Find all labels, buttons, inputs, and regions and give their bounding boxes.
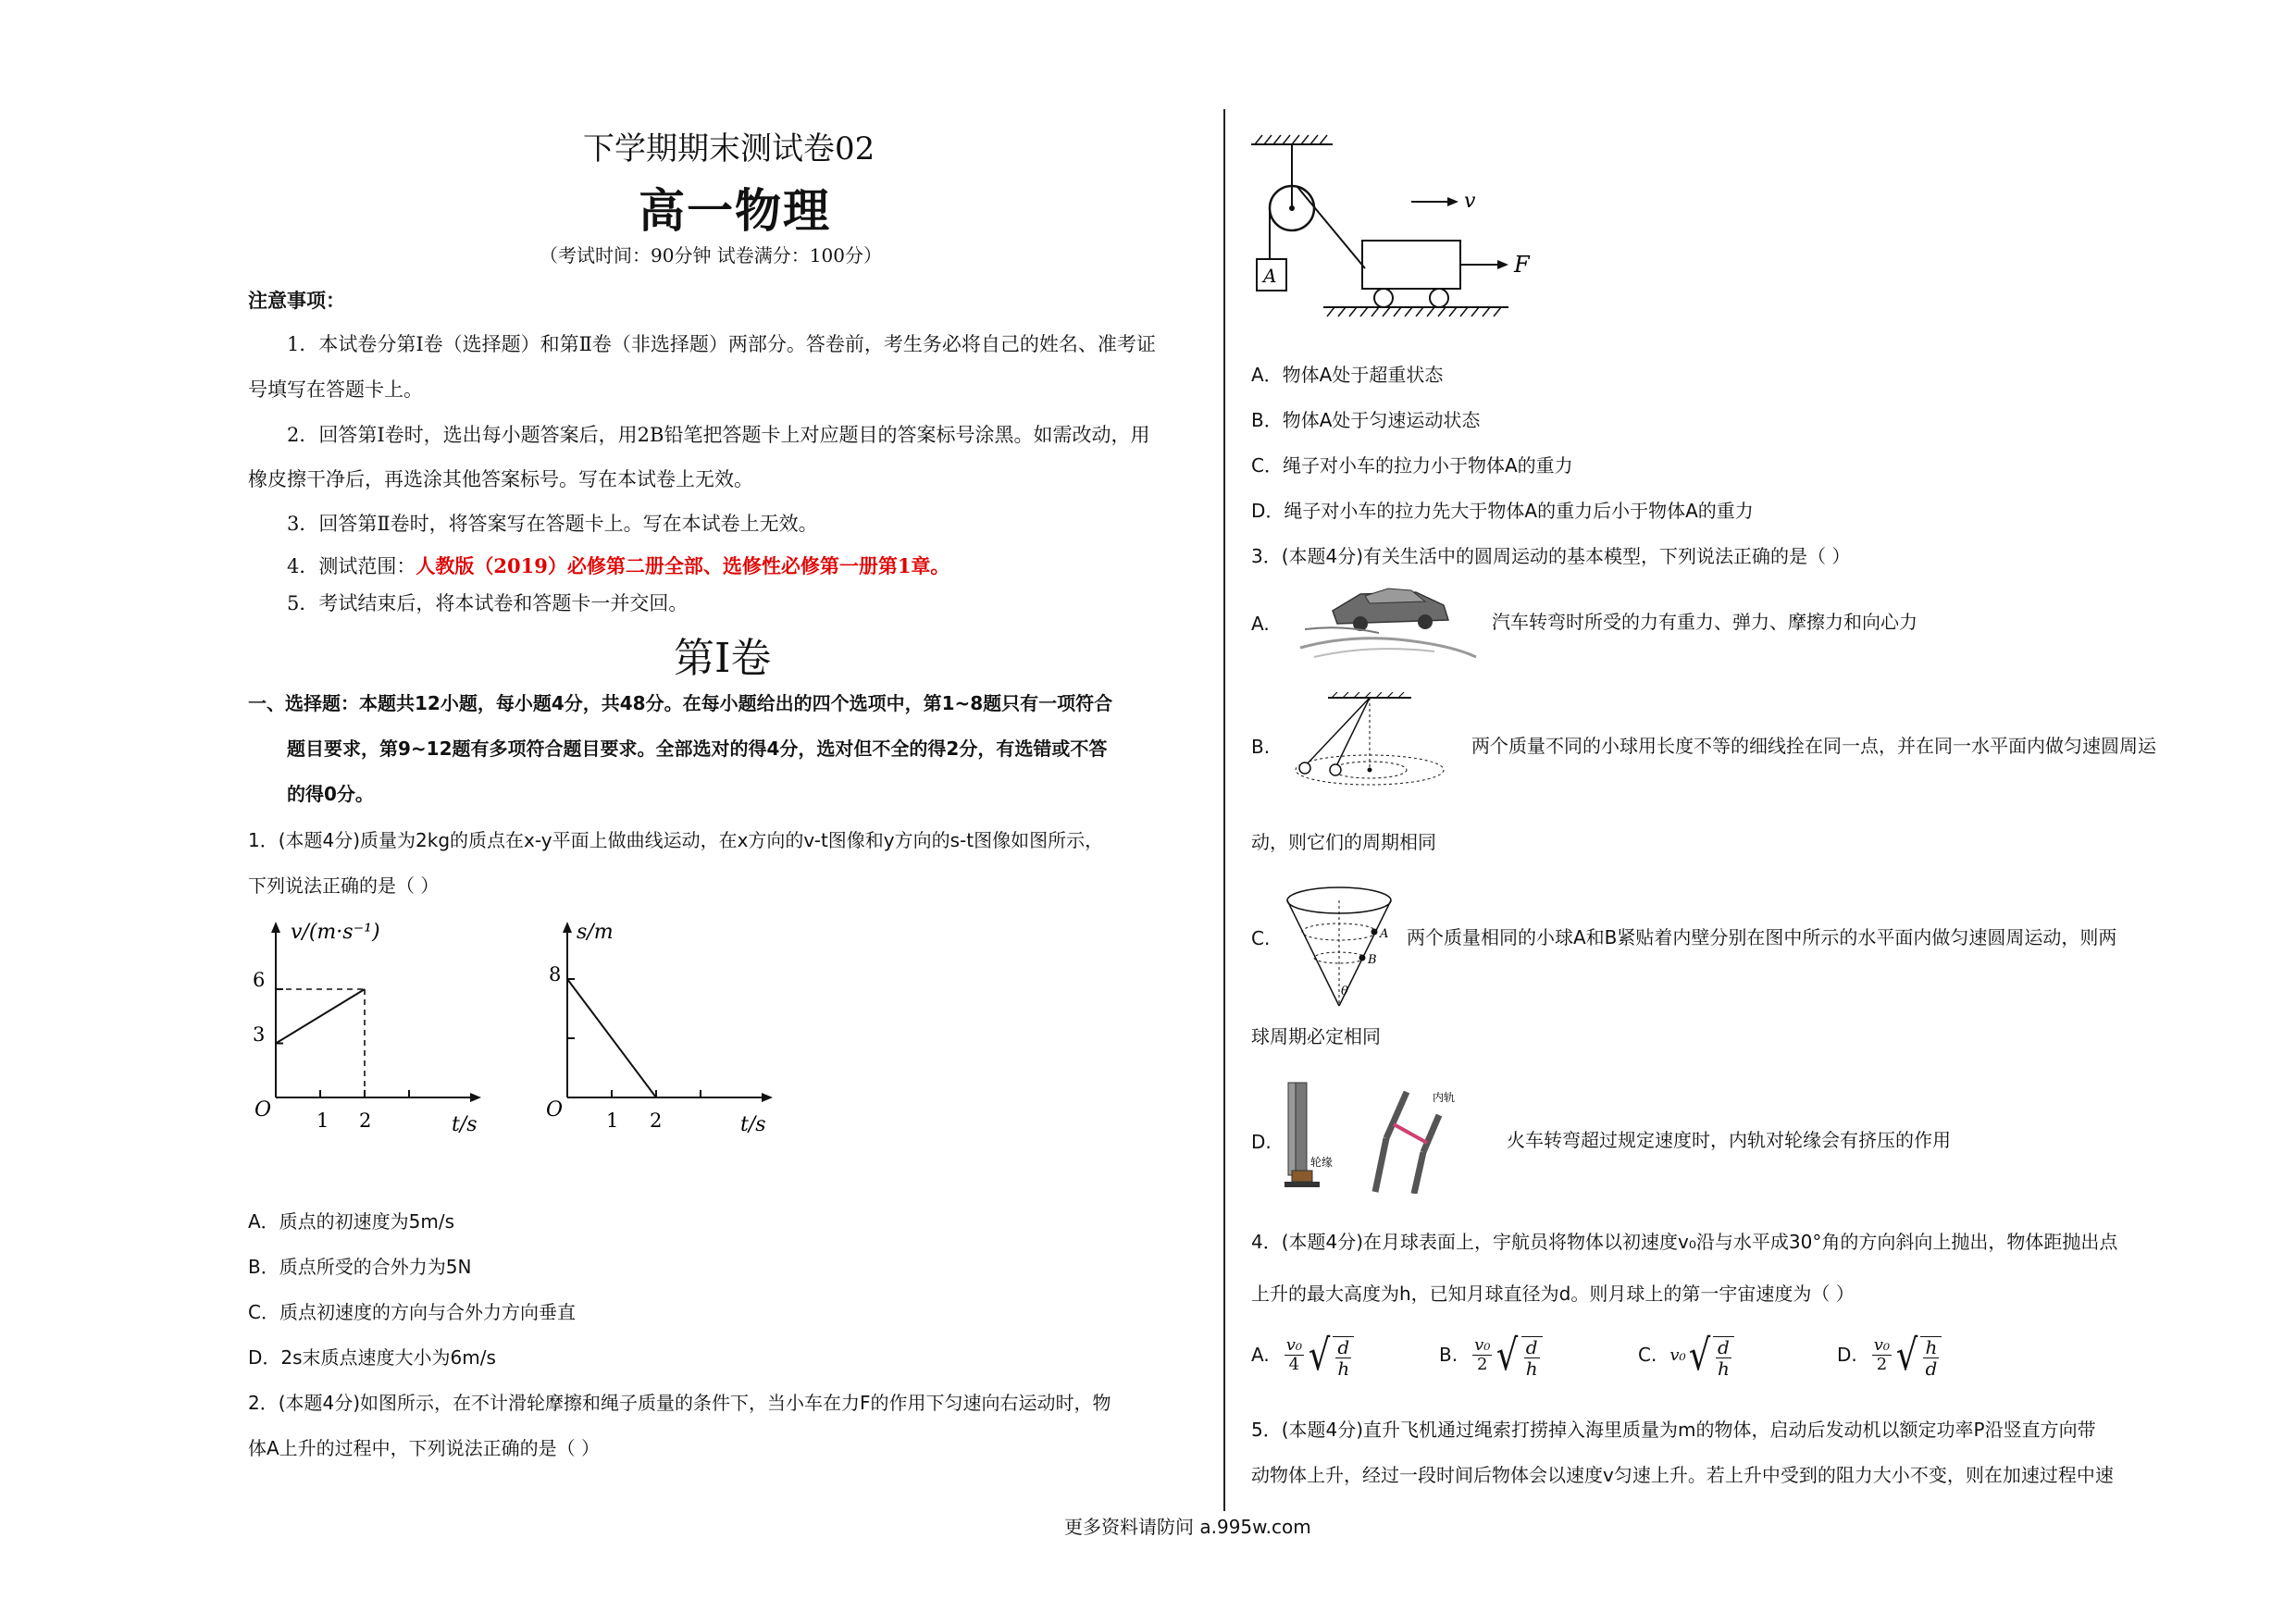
q3-stem: 3．(本题4分)有关生活中的圆周运动的基本模型，下列说法正确的是（ ） (1251, 545, 1851, 567)
q4-a-denominator: 4 (1288, 1354, 1300, 1374)
vt-xtick-2: 2 (359, 1110, 372, 1132)
q4-c-root-num: d (1718, 1336, 1730, 1358)
q5-stem-line-2: 动物体上升，经过一段时间后物体会以速度v匀速上升。若上升中受到的阻力大小不变，则在加速过程中速 (1251, 1464, 2114, 1486)
cone-image (1282, 884, 1402, 1013)
q1-stem-line-1: 1．(本题4分)质量为2kg的质点在x-y平面上做曲线运动，在x方向的v-t图像和y方向的s-t图像如图所示， (248, 829, 1104, 851)
notice-item-1-line-2: 号填写在答题卡上。 (248, 378, 423, 401)
q4-a-root-den: h (1337, 1357, 1350, 1380)
q1-option-c: C．质点初速度的方向与合外力方向垂直 (248, 1301, 576, 1323)
velocity-label: v (1464, 190, 1476, 213)
q4-a-root-num: d (1337, 1336, 1350, 1358)
notice-item-4-scope: 人教版（2019）必修第二册全部、选修性必修第一册第1章。 (416, 554, 950, 577)
st-ytick-8: 8 (549, 963, 562, 986)
q4-option-d: D. $\frac{\text{v₀}}{2}$ √ $\frac{h}{d}$ (1837, 1331, 1942, 1379)
q3-option-c-label: C. (1251, 927, 1271, 949)
cone-label-a: A (1380, 927, 1389, 941)
q4-option-d-label: D. (1837, 1344, 1857, 1366)
vt-graph (250, 916, 500, 1143)
q4-a-numerator: v₀ (1285, 1334, 1303, 1355)
train-wheel-image (1268, 1073, 1481, 1194)
column-divider (1223, 109, 1225, 1511)
notice-item-4-prefix: 4．测试范围： (287, 555, 416, 577)
q3-option-b-label: B. (1251, 736, 1271, 758)
vt-y-label: v/(m·s⁻¹) (291, 921, 380, 944)
vt-x-label: t/s (452, 1113, 478, 1136)
q1-option-a: A．质点的初速度为5m/s (248, 1210, 455, 1233)
cone-label-b: B (1368, 953, 1377, 967)
q4-option-a-label: A. (1251, 1344, 1270, 1366)
q3-option-d-label: D. (1251, 1131, 1272, 1153)
vt-origin: O (254, 1098, 272, 1122)
vt-ytick-6: 6 (253, 969, 266, 991)
notice-item-3: 3．回答第Ⅱ卷时，将答案写在答题卡上。写在本试卷上无效。 (287, 513, 818, 535)
q1-option-d: D．2s末质点速度大小为6m/s (248, 1346, 496, 1369)
vt-series-line (276, 989, 365, 1044)
q3-option-b-line-1: 两个质量不同的小球用长度不等的细线拴在同一点，并在同一水平面内做匀速圆周运 (1471, 735, 2156, 757)
st-origin: O (546, 1098, 564, 1122)
q3-option-d: 火车转弯超过规定速度时，内轨对轮缘会有挤压的作用 (1507, 1129, 1951, 1151)
vt-ytick-3: 3 (253, 1023, 266, 1046)
q4-d-denominator: 2 (1876, 1354, 1888, 1374)
q2-option-a: A．物体A处于超重状态 (1251, 364, 1444, 386)
q4-option-c: C. v₀ √ $\frac{d}{h}$ (1638, 1331, 1734, 1379)
q2-stem-line-1: 2．(本题4分)如图所示，在不计滑轮摩擦和绳子质量的条件下，当小车在力F的作用下匀速向右运动时，物 (248, 1392, 1111, 1414)
exam-title: 下学期期末测试卷02 (583, 130, 875, 167)
q4-option-c-label: C. (1638, 1344, 1657, 1366)
part1-line-1: 一、选择题：本题共12小题，每小题4分，共48分。在每小题给出的四个选项中，第1~8题只有一项符合 (248, 692, 1113, 714)
q4-stem-line-1: 4．(本题4分)在月球表面上，宇航员将物体以初速度v₀沿与水平成30°角的方向斜向上抛出，物体距抛出点 (1251, 1231, 2118, 1253)
exam-info: （考试时间：90分钟 试卷满分：100分） (540, 244, 882, 267)
q4-option-a: A. $\frac{\text{v₀}}{4}$ √ $\frac{d}{h}$ (1251, 1331, 1354, 1379)
q2-option-b: B．物体A处于匀速运动状态 (1251, 409, 1481, 431)
notice-heading: 注意事项： (248, 290, 345, 312)
part1-line-2: 题目要求，第9~12题有多项符合题目要求。全部选对的得4分，选对但不全的得2分，有选错或不答 (287, 738, 1108, 760)
st-x-label: t/s (740, 1113, 766, 1136)
q3-option-c-line-2: 球周期必定相同 (1251, 1025, 1381, 1048)
q1-option-b: B．质点所受的合外力为5N (248, 1256, 472, 1278)
cart-body (1362, 241, 1460, 289)
q3-option-a: 汽车转弯时所受的力有重力、弹力、摩擦力和向心力 (1492, 611, 1917, 633)
st-xtick-2: 2 (650, 1110, 663, 1132)
notice-item-4 (287, 552, 949, 580)
wheel-rim-label: 轮缘 (1310, 1156, 1334, 1169)
q4-b-numerator: v₀ (1474, 1334, 1491, 1355)
q2-stem-line-2: 体A上升的过程中，下列说法正确的是（ ） (248, 1437, 601, 1459)
q2-option-c: C．绳子对小车的拉力小于物体A的重力 (1251, 454, 1573, 477)
q3-option-c-line-1: 两个质量相同的小球A和B紧贴着内壁分别在图中所示的水平面内做匀速圆周运动，则两 (1407, 926, 2117, 948)
notice-item-2-line-2: 橡皮擦干净后，再选涂其他答案标号。写在本试卷上无效。 (248, 468, 753, 490)
q4-b-root-den: h (1525, 1357, 1538, 1380)
q5-stem-line-1: 5．(本题4分)直升飞机通过绳索打捞掉入海里质量为m的物体，启动后发动机以额定功率P沿竖直方向带 (1251, 1419, 2096, 1441)
st-xtick-1: 1 (606, 1110, 619, 1132)
st-graph (541, 916, 791, 1143)
q3-option-b-line-2: 动，则它们的周期相同 (1251, 831, 1436, 853)
q4-b-root-num: d (1525, 1336, 1538, 1358)
vt-xtick-1: 1 (316, 1110, 329, 1132)
q4-c-coefficient: v₀ (1669, 1345, 1686, 1365)
conical-pendulum-image (1291, 692, 1458, 794)
q4-stem-line-2: 上升的最大高度为h，已知月球直径为d。则月球上的第一宇宙速度为（ ） (1251, 1283, 1855, 1305)
q4-b-denominator: 2 (1477, 1354, 1488, 1374)
q4-d-numerator: v₀ (1873, 1334, 1891, 1355)
q1-stem-line-2: 下列说法正确的是（ ） (248, 874, 440, 897)
pulley-cart-diagram (1240, 130, 1555, 338)
st-series-line (567, 979, 656, 1097)
car-turning-image (1296, 583, 1481, 662)
section-title: 第Ⅰ卷 (674, 635, 772, 682)
footer-link[interactable]: 更多资料请防问 a.995w.com (1064, 1516, 1311, 1538)
cone-label-theta: θ (1341, 985, 1348, 998)
q4-option-b-label: B. (1439, 1344, 1458, 1366)
part1-line-3: 的得0分。 (287, 783, 374, 805)
notice-item-2-line-1: 2．回答第Ⅰ卷时，选出每小题答案后，用2B铅笔把答题卡上对应题目的答案标号涂黑。如需改动，用 (287, 424, 1150, 446)
q2-option-d: D．绳子对小车的拉力先大于物体A的重力后小于物体A的重力 (1251, 500, 1754, 522)
q3-option-a-label: A. (1251, 613, 1270, 635)
q4-option-b: B. $\frac{\text{v₀}}{2}$ √ $\frac{d}{h}$ (1439, 1331, 1543, 1379)
notice-item-5: 5．考试结束后，将本试卷和答题卡一并交回。 (287, 592, 689, 614)
q4-c-root-den: h (1717, 1357, 1730, 1380)
q4-d-root-den: d (1925, 1357, 1938, 1380)
inner-rail-label: 内轨 (1433, 1091, 1456, 1104)
force-label: F (1514, 252, 1530, 278)
subject-title: 高一物理 (639, 183, 831, 238)
q4-d-root-num: h (1925, 1336, 1938, 1358)
st-y-label: s/m (577, 921, 614, 944)
block-a-label: A (1263, 265, 1277, 287)
notice-item-1-line-1: 1．本试卷分第Ⅰ卷（选择题）和第Ⅱ卷（非选择题）两部分。答卷前，考生务必将自己的姓名、准考证 (287, 333, 1156, 355)
